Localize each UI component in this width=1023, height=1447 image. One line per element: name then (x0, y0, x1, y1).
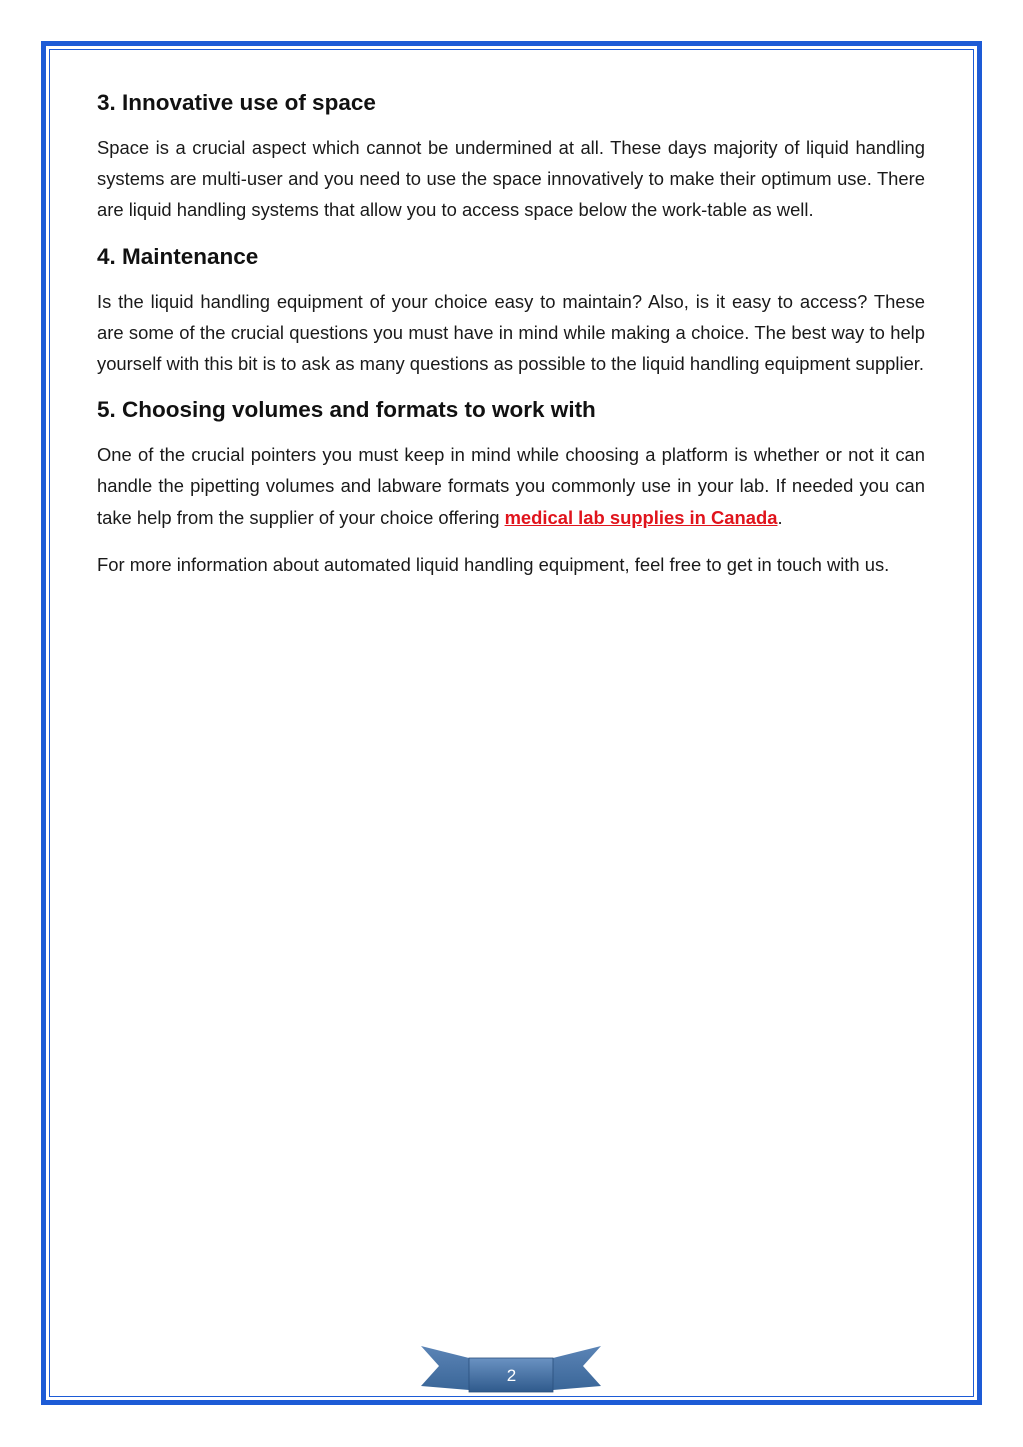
section-paragraph (97, 439, 925, 533)
section-choosing-volumes (97, 395, 925, 580)
section-paragraph: Is the liquid handling equipment of your choice easy to maintain? Also, is it easy to access? These are some of the crucial questions you must have in mind while making a choice. The best way to help yourself with this bit is to ask as many questions as possible to the liquid handling equipment supplier. (97, 290, 925, 375)
section-heading: 4. Maintenance (97, 243, 259, 269)
section-heading: 5. Choosing volumes and formats to work with (97, 397, 596, 423)
section-paragraph: Space is a crucial aspect which cannot be undermined at all. These days majority of liquid handling systems are multi-user and you need to use the space innovatively to make their optimum use. There are liquid handling systems that allow you to access space below the work-table as well. (97, 137, 925, 221)
closing-paragraph: For more information about automated liquid handling equipment, feel free to get in touch with us. (97, 553, 890, 575)
section-heading: 3. Innovative use of space (97, 90, 376, 115)
page-number: 2 (506, 1365, 517, 1385)
section-maintenance (97, 242, 925, 380)
document-content (97, 88, 925, 596)
paragraph-text: One of the crucial pointers you must keep in mind while choosing a platform is whether or not it can handle the pipetting volumes and labware formats you commonly use in your lab. If needed you can take help from the supplier of your choice offering (97, 444, 925, 528)
section-innovative-use-of-space (97, 88, 925, 226)
medical-lab-supplies-link[interactable]: medical lab supplies in Canada (504, 506, 778, 528)
paragraph-text-end: . (777, 506, 783, 528)
